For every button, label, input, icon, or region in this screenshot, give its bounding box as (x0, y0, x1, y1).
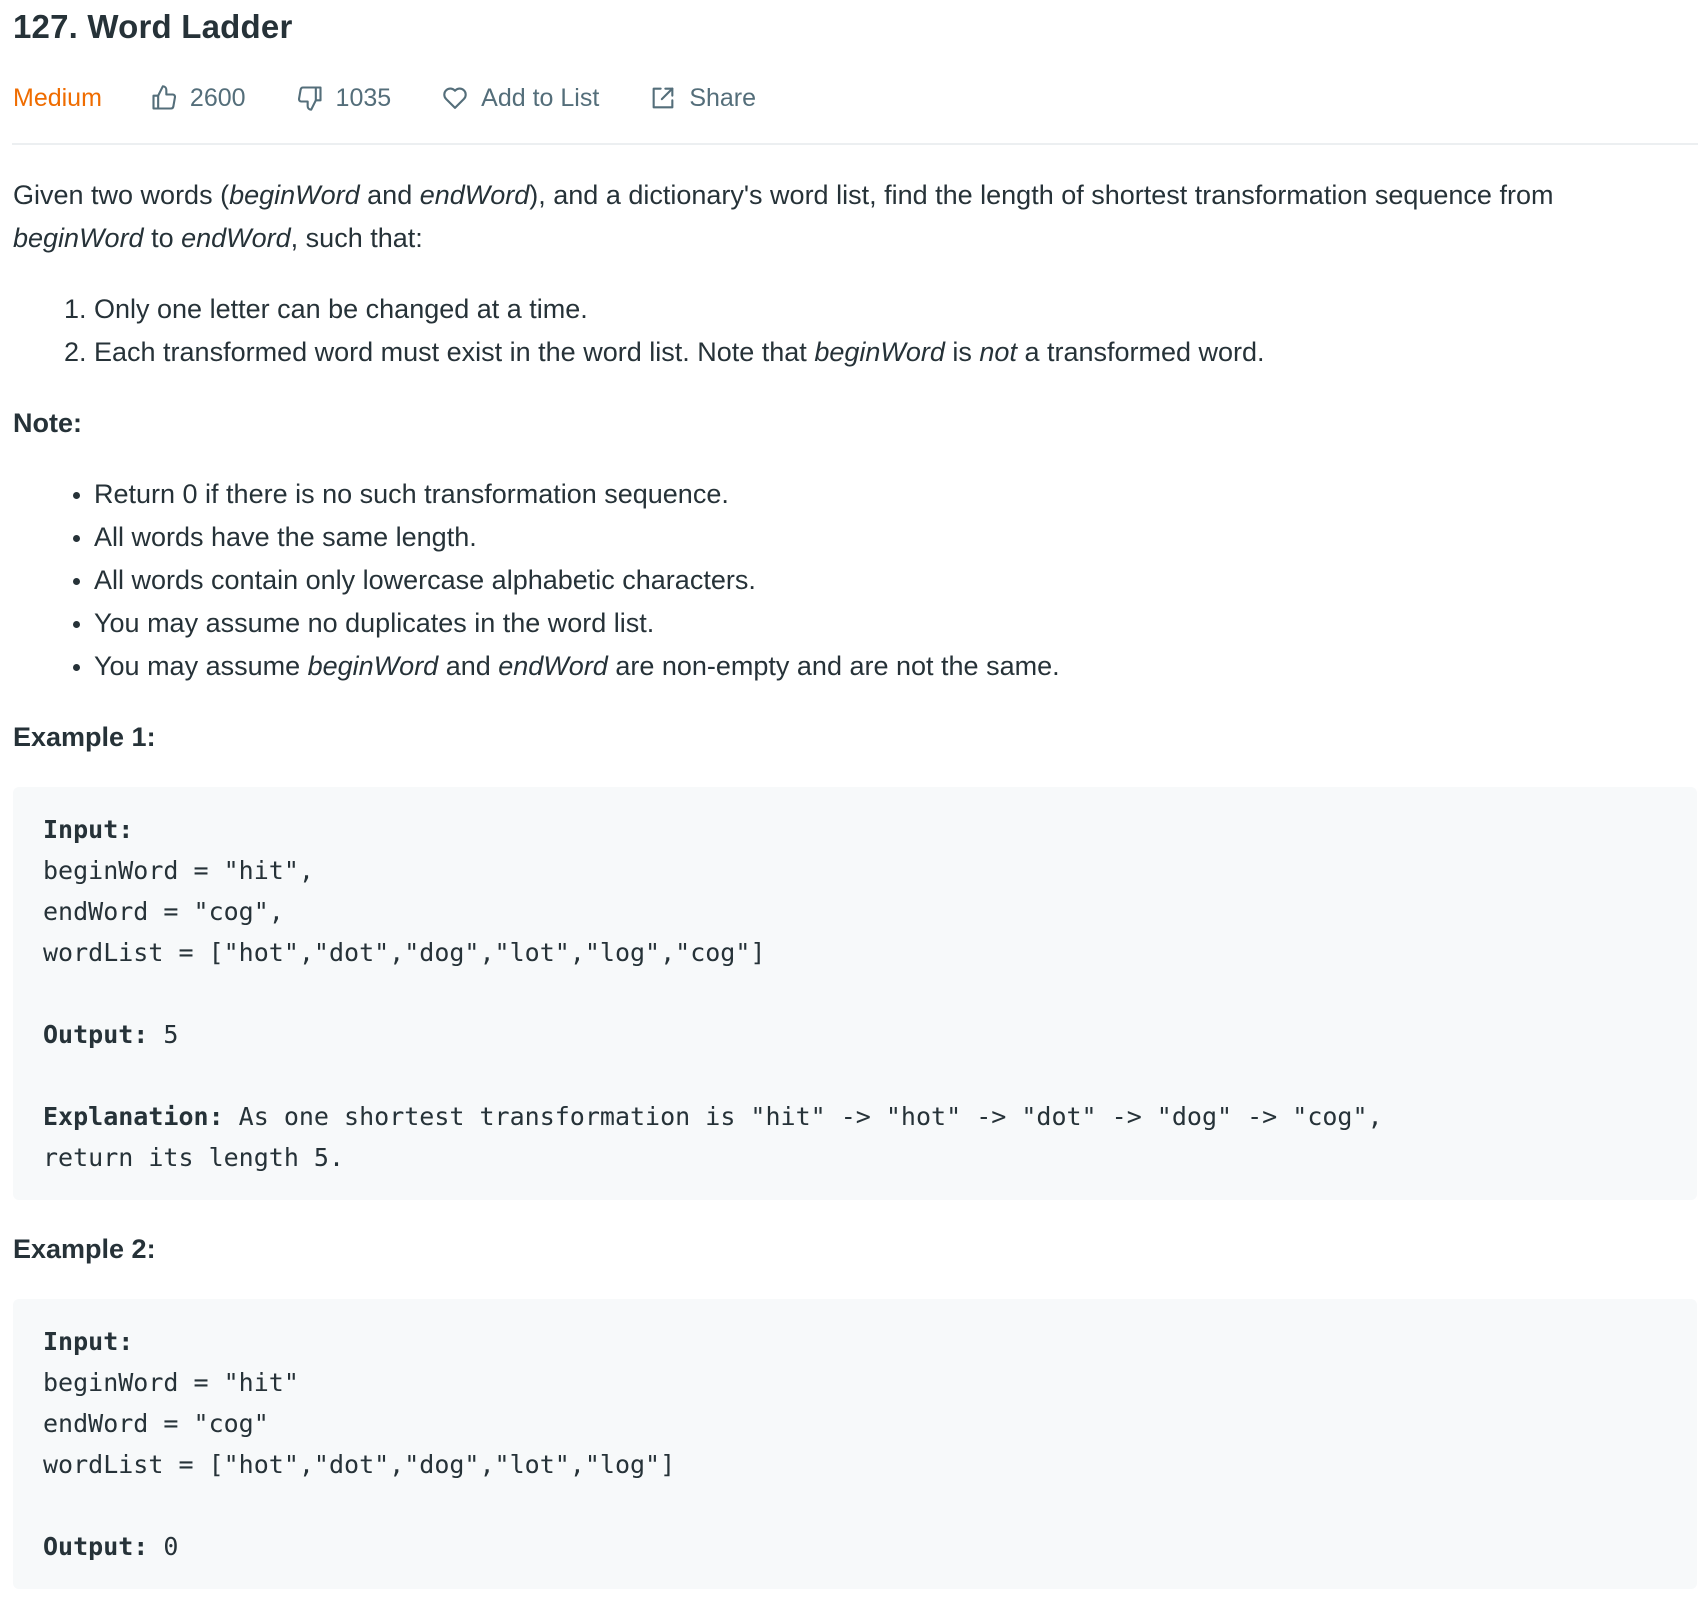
heart-icon (441, 84, 469, 112)
add-to-list-label: Add to List (481, 83, 600, 112)
like-count: 2600 (189, 83, 246, 112)
list-item: • Return 0 if there is no such transformation sequence. (94, 473, 1683, 516)
dislike-count: 1035 (335, 83, 392, 112)
share-icon (649, 84, 677, 112)
problem-meta-bar (13, 78, 806, 118)
note-heading: Note: (13, 408, 82, 438)
problem-description (13, 174, 1683, 1617)
example-2-heading: Example 2: (13, 1234, 156, 1264)
share-button[interactable] (649, 84, 756, 113)
share-label: Share (689, 83, 757, 112)
list-item: 2. Each transformed word must exist in the word list. Note that beginWord is not a transformed word. (94, 331, 1683, 374)
intro-paragraph: Given two words (beginWord and endWord), and a dictionary's word list, find the length of shortest transformation sequence from beginWord to endWord, such that: (13, 180, 1554, 253)
thumbs-up-icon (150, 84, 178, 112)
example-2-code: Input: beginWord = "hit" endWord = "cog" wordList = ["hot","dot","dog","lot","log"] Output: 0 (13, 1299, 1697, 1589)
notes-list (13, 473, 1683, 688)
problem-title: 127. Word Ladder (13, 8, 293, 45)
difficulty-label: Medium (13, 83, 102, 112)
rules-list (13, 288, 1683, 374)
list-item: • All words have the same length. (94, 516, 1683, 559)
dislike-button[interactable] (296, 84, 392, 113)
thumbs-down-icon (296, 84, 324, 112)
list-item: • You may assume no duplicates in the word list. (94, 602, 1683, 645)
like-button[interactable] (150, 84, 246, 113)
list-item: • You may assume beginWord and endWord are non-empty and are not the same. (94, 645, 1683, 688)
list-item: 1. Only one letter can be changed at a time. (94, 288, 1683, 331)
example-1-heading: Example 1: (13, 722, 156, 752)
header-divider (12, 143, 1698, 145)
list-item: • All words contain only lowercase alphabetic characters. (94, 559, 1683, 602)
example-1-code: Input: beginWord = "hit", endWord = "cog", wordList = ["hot","dot","dog","lot","log","cog"] Output: 5 Explanation: As one shortest transformation is "hit" -> "hot" -> "dot" -> "dog" -> "cog", return its length 5. (13, 787, 1697, 1200)
add-to-list-button[interactable] (441, 84, 599, 113)
